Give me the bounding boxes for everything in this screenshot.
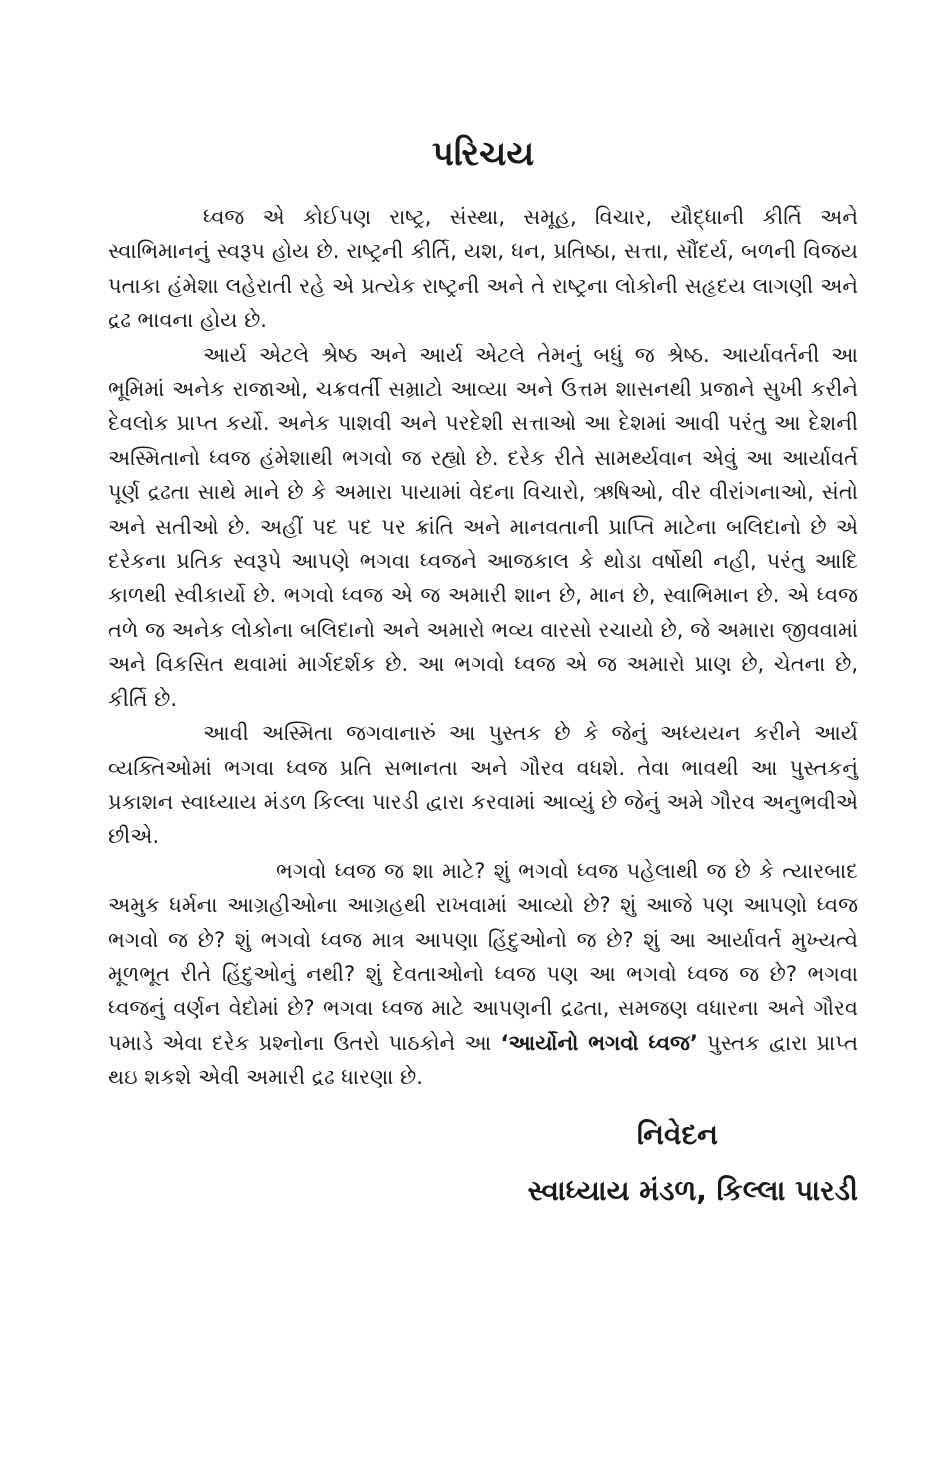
document-page	[108, 128, 858, 1213]
page-title: પરિચય	[431, 134, 535, 174]
paragraph-2: આર્ય એટલે શ્રેષ્ઠ અને આર્ય એટલે તેમનું બધું જ શ્રેષ્ઠ. આર્યાવર્તની આ ભૂમિમાં અનેક રાજાઓ, ચક્રવર્તી સમ્રાટો આવ્યા અને ઉત્તમ શાસનથી પ્રજાને સુખી કરીને દેવલોક પ્રાપ્ત કર્યો. અનેક પાશવી અને પરદેશી સત્તાઓ આ દેશમાં આવી પરંતુ આ દેશની અસ્મિતાનો ધ્વજ હંમેશાથી ભગવો જ રહ્યો છે. દરેક રીતે સામર્થ્યવાન એવું આ આર્યાવર્ત પૂર્ણ દ્રઢતા સાથે માને છે કે અમારા પાયામાં વેદના વિચારો, ઋષિઓ, વીર વીરાંગનાઓ, સંતો અને સતીઓ છે. અહીં પદ પદ પર ક્રાંતિ અને માનવતાની પ્રાપ્તિ માટેના બલિદાનો છે એ દરેકના પ્રતિક સ્વરૂપે આપણે ભગવા ધ્વજને આજકાલ કે થોડા વર્ષોથી નહી, પરંતુ આદિ કાળથી સ્વીકાર્યો છે. ભગવો ધ્વજ એ જ અમારી શાન છે, માન છે, સ્વાભિમાન છે. એ ધ્વજ તળે જ અનેક લોકોના બલિદાનો અને અમારો ભવ્ય વારસો રચાયો છે, જે અમારા જીવવામાં અને વિકસિત થવામાં માર્ગદર્શક છે. આ ભગવો ધ્વજ એ જ અમારો પ્રાણ છે, ચેતના છે, કીર્તિ છે.	[108, 342, 858, 711]
paragraph-4	[108, 854, 858, 1095]
paragraph-1: ધ્વજ એ કોઈપણ રાષ્ટ્ર, સંસ્થા, સમૂહ, વિચાર, યૌદ્ધાની કીર્તિ અને સ્વાભિમાનનું સ્વરૂપ હોય છે. રાષ્ટ્રની કીર્તિ, યશ, ધન, પ્રતિષ્ઠા, સત્તા, સૌંદર્ય, બળની વિજય પતાકા હંમેશા લહેરાતી રહે એ પ્રત્યેક રાષ્ટ્રની અને તે રાષ્ટ્રના લોકોની સહૃદય લાગણી અને દ્રઢ ભાવના હોય છે.	[108, 205, 858, 333]
book-title: ‘આર્યોનો ભગવો ધ્વજ’	[500, 1030, 698, 1055]
paragraph-4-text: ભગવો ધ્વજ જ શા માટે? શું ભગવો ધ્વજ પહેલાથી જ છે કે ત્યારબાદ અમુક ધર્મના આગ્રહીઓના આગ્રહથી રાખવામાં આવ્યો છે? શું આજે પણ આપણો ધ્વજ ભગવો જ છે? શું ભગવો ધ્વજ માત્ર આપણા હિંદુઓનો જ છે? શું આ આર્યાવર્ત મુખ્યત્વે મૂળભૂત રીતે હિંદુઓનું નથી? શું દેવતાઓનો ધ્વજ પણ આ ભગવો ધ્વજ જ છે? ભગવા ધ્વજનું વર્ણન વેદોમાં છે? ભગવા ધ્વજ માટે આપણની દ્રઢતા, સમજણ વધારના અને ગૌરવ પમાડે એવા દરેક પ્રશ્નોના ઉતરો પાઠકોને આ	[108, 858, 858, 1055]
signature-label: નિવેદન	[636, 1117, 718, 1151]
signature-name: સ્વાધ્યાય મંડળ, કિલ્લા પારડી	[527, 1173, 858, 1207]
paragraph-4-ending: પુસ્તક દ્વારા પ્રાપ્ત થઇ શકશે એવી અમારી દ્રઢ ધારણા છે.	[108, 1030, 858, 1090]
paragraph-3: આવી અસ્મિતા જગવાનારું આ પુસ્તક છે કે જેનું અધ્યયન કરીને આર્ય વ્યક્તિઓમાં ભગવા ધ્વજ પ્રતિ સભાનતા અને ગૌરવ વધશે. તેવા ભાવથી આ પુસ્તકનું પ્રકાશન સ્વાધ્યાય મંડળ કિલ્લા પારડી દ્વારા કરવામાં આવ્યું છે જેનું અમે ગૌરવ અનુભવીએ છીએ.	[108, 721, 858, 849]
